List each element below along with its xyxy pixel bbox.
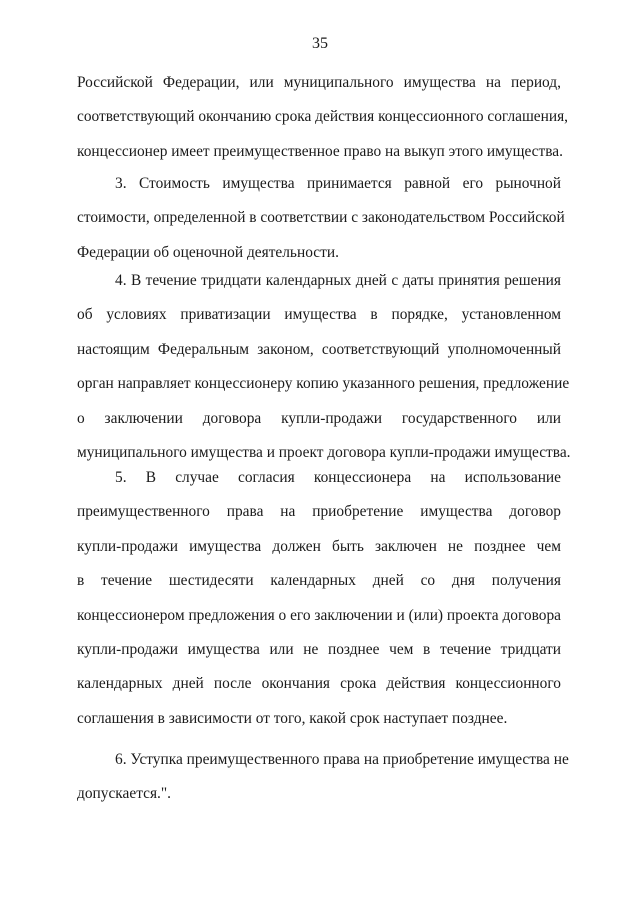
paragraph-line: концессионером предложения о его заключении и (или) проекта договора bbox=[77, 606, 561, 624]
paragraph-line: преимущественного права на приобретение имущества договор bbox=[77, 503, 561, 521]
paragraph-line: орган направляет концессионеру копию указанного решения, предложение bbox=[77, 375, 570, 393]
paragraph-continuation bbox=[77, 66, 569, 169]
paragraph-line: Российской Федерации, или муниципального имущества на период, bbox=[77, 74, 561, 91]
paragraph-line: концессионер имеет преимущественное право на выкуп этого имущества. bbox=[77, 142, 563, 160]
paragraph-line: 5. В случае согласия концессионера на использование bbox=[115, 469, 561, 486]
paragraph-line: об условиях приватизации имущества в порядке, установленном bbox=[77, 306, 561, 324]
paragraph-line: соответствующий окончанию срока действия концессионного соглашения, bbox=[77, 108, 569, 126]
paragraph-line: купли-продажи имущества должен быть заключен не позднее чем bbox=[77, 537, 561, 555]
paragraph-item-6 bbox=[77, 743, 569, 812]
paragraph-line: 3. Стоимость имущества принимается равной его рыночной bbox=[115, 175, 561, 192]
paragraph-line: календарных дней после окончания срока действия концессионного bbox=[77, 675, 561, 693]
paragraph-line: настоящим Федеральным законом, соответствующий уполномоченный bbox=[77, 340, 561, 358]
paragraph-line: купли-продажи имущества или не позднее чем в течение тридцати bbox=[77, 640, 561, 658]
paragraph-line: стоимости, определенной в соответствии с законодательством Российской bbox=[77, 209, 565, 227]
paragraph-item-3 bbox=[77, 167, 565, 270]
page-number: 35 bbox=[312, 35, 328, 52]
paragraph-line: 4. В течение тридцати календарных дней с даты принятия решения bbox=[115, 272, 561, 289]
paragraph-line: допускается.". bbox=[77, 785, 171, 803]
paragraph-line: соглашения в зависимости от того, какой срок наступает позднее. bbox=[77, 709, 508, 727]
paragraph-item-4 bbox=[77, 264, 571, 470]
paragraph-line: в течение шестидесяти календарных дней со дня получения bbox=[77, 572, 561, 590]
paragraph-line: о заключении договора купли-продажи государственного или bbox=[77, 409, 561, 427]
paragraph-line: 6. Уступка преимущественного права на приобретение имущества не bbox=[115, 751, 569, 768]
paragraph-line: Федерации об оценочной деятельности. bbox=[77, 243, 339, 261]
paragraph-item-5 bbox=[77, 461, 561, 736]
paragraph-line: муниципального имущества и проект договора купли-продажи имущества. bbox=[77, 443, 571, 461]
